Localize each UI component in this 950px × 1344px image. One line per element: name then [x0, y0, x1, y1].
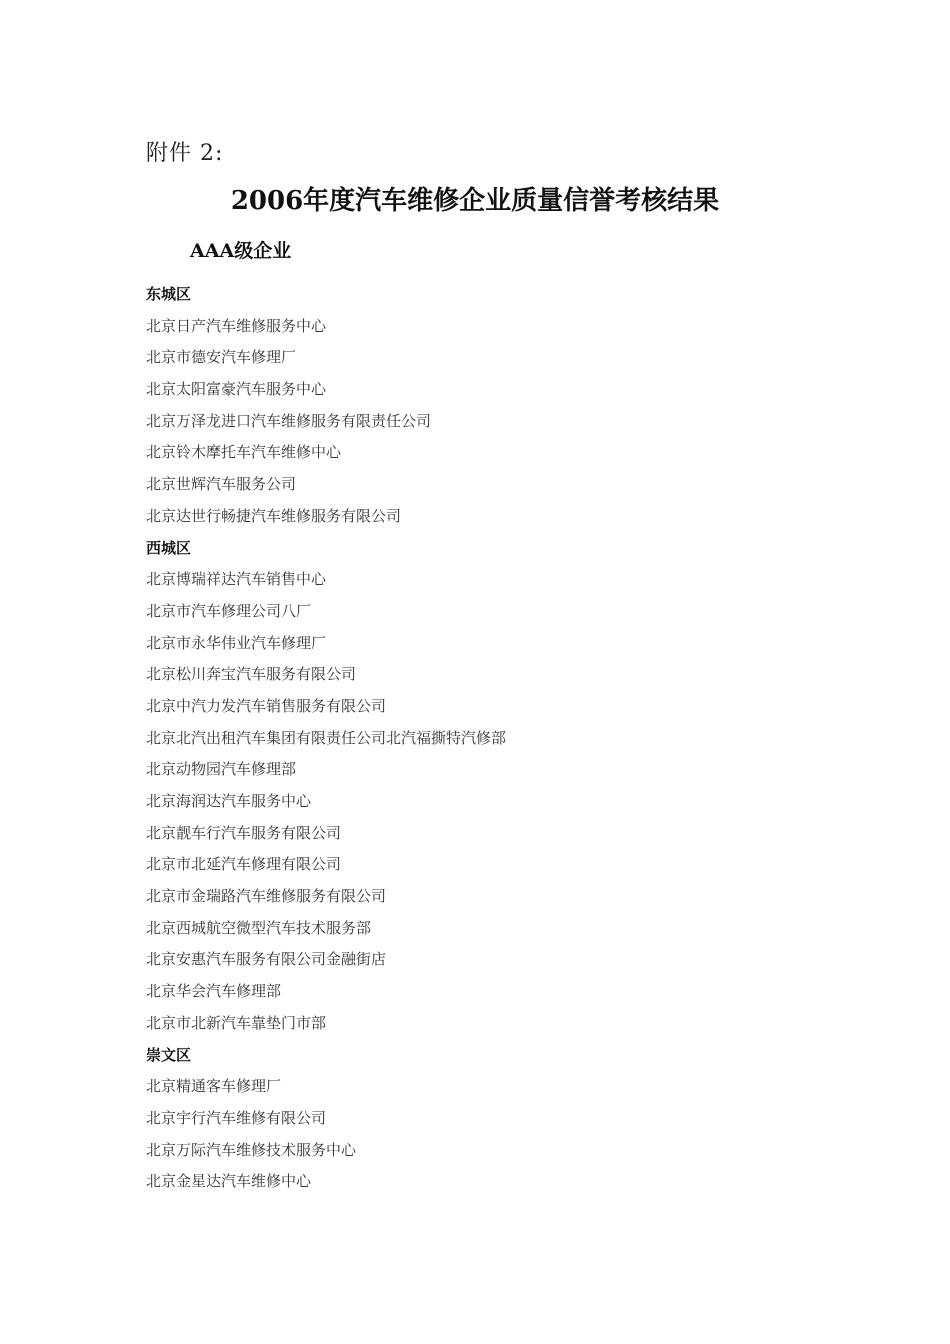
company-item: 北京安惠汽车服务有限公司金融街店	[146, 950, 387, 969]
company-item: 北京市北新汽车靠垫门市部	[146, 1013, 327, 1032]
district-heading-chongwen: 崇文区	[146, 1045, 192, 1064]
company-list	[146, 279, 846, 1198]
company-item: 北京博瑞祥达汽车销售中心	[146, 570, 327, 589]
company-item: 北京精通客车修理厂	[146, 1077, 282, 1096]
company-item: 北京万泽龙进口汽车维修服务有限责任公司	[146, 411, 432, 430]
company-item: 北京靓车行汽车服务有限公司	[146, 823, 342, 842]
company-item: 北京铃木摩托车汽车维修中心	[146, 443, 342, 462]
company-item: 北京海润达汽车服务中心	[146, 792, 312, 810]
company-item: 北京达世行畅捷汽车维修服务有限公司	[146, 506, 402, 525]
district-heading-xicheng: 西城区	[146, 538, 192, 557]
company-item: 北京市金瑞路汽车维修服务有限公司	[146, 887, 387, 906]
level-heading: AAA级企业	[190, 240, 292, 262]
company-item: 北京金星达汽车维修中心	[146, 1172, 312, 1191]
company-item: 北京世辉汽车服务公司	[146, 475, 297, 494]
company-item: 北京市德安汽车修理厂	[146, 348, 297, 367]
attachment-label: 附件 2:	[146, 141, 224, 166]
company-item: 北京北汽出租汽车集团有限责任公司北汽福撕特汽修部	[146, 728, 507, 747]
company-item: 北京宇行汽车维修有限公司	[146, 1108, 327, 1127]
company-item: 北京市北延汽车修理有限公司	[146, 855, 342, 874]
company-item: 北京动物园汽车修理部	[146, 760, 297, 779]
company-item: 北京日产汽车维修服务中心	[146, 316, 327, 335]
company-item: 北京市永华伟业汽车修理厂	[146, 633, 327, 652]
district-heading-dongcheng: 东城区	[146, 285, 192, 303]
document-title: 2006年度汽车维修企业质量信誉考核结果	[230, 186, 720, 216]
company-item: 北京太阳富豪汽车服务中心	[146, 380, 327, 399]
company-item: 北京华会汽车修理部	[146, 982, 282, 1001]
company-item: 北京万际汽车维修技术服务中心	[146, 1140, 357, 1159]
company-item: 北京松川奔宝汽车服务有限公司	[146, 665, 357, 684]
company-item: 北京西城航空微型汽车技术服务部	[146, 918, 372, 937]
company-item: 北京市汽车修理公司八厂	[146, 601, 312, 620]
company-item: 北京中汽力发汽车销售服务有限公司	[146, 696, 387, 715]
